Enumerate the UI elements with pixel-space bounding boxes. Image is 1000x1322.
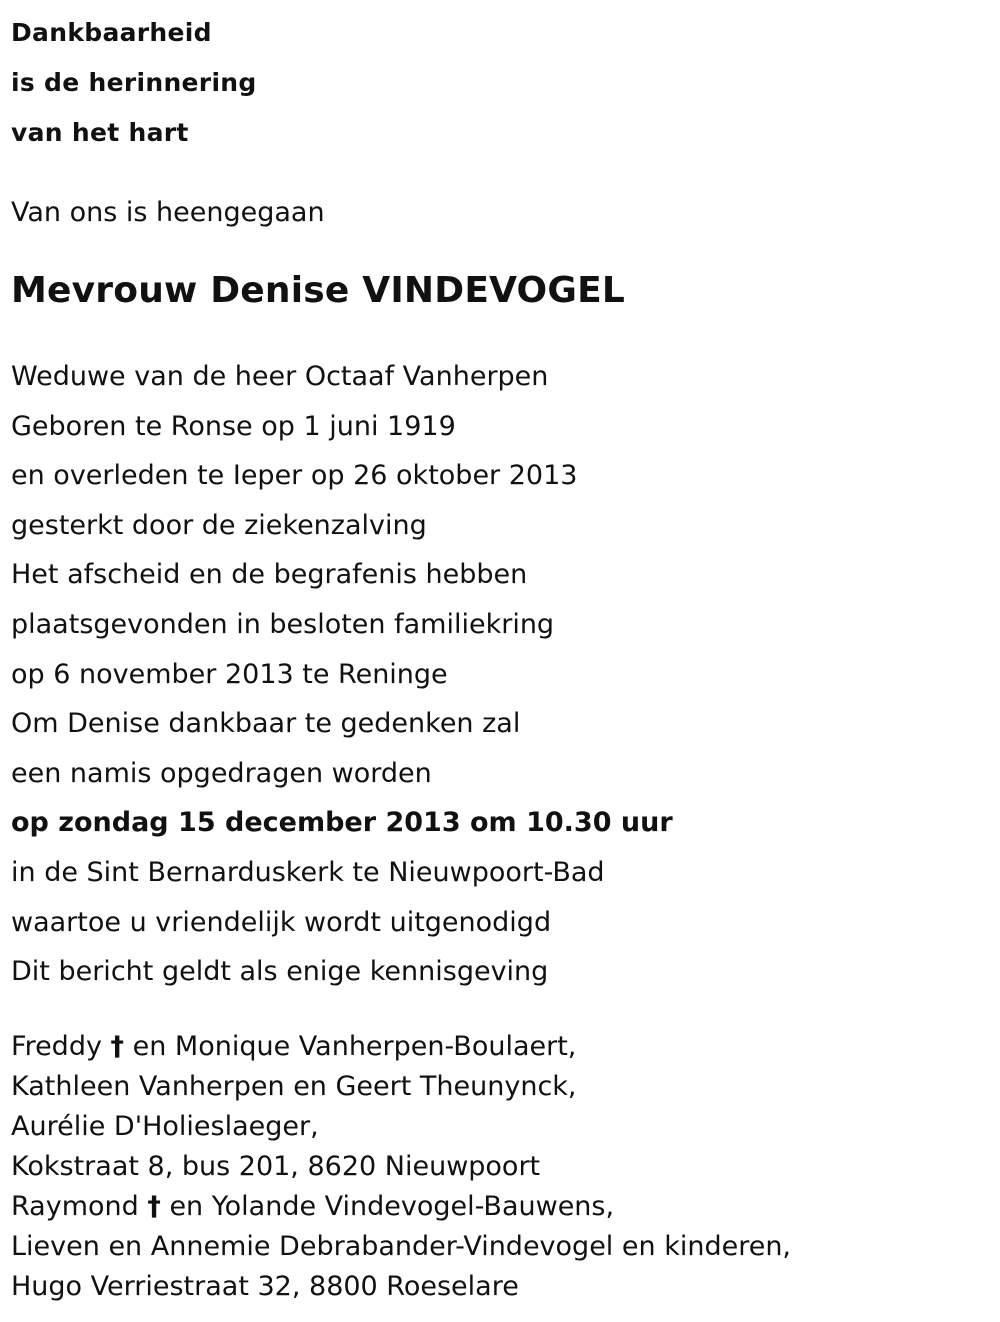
- detail-line: en overleden te Ieper op 26 oktober 2013: [11, 460, 578, 492]
- detail-line: waartoe u vriendelijk wordt uitgenodigd: [11, 906, 552, 938]
- family-address: Kokstraat 8, bus 201, 8620 Nieuwpoort: [11, 1150, 541, 1182]
- cross-icon: †: [147, 1190, 161, 1222]
- cross-icon: †: [110, 1030, 125, 1062]
- family-address: Hugo Verriestraat 32, 8800 Roeselare: [11, 1270, 519, 1302]
- family-text: Raymond: [11, 1190, 148, 1222]
- motto-line: van het hart: [11, 118, 189, 147]
- family-line: Kathleen Vanherpen en Geert Theunynck,: [11, 1070, 577, 1102]
- detail-line: in de Sint Bernarduskerk te Nieuwpoort-Bad: [11, 856, 605, 888]
- detail-line: Dit bericht geldt als enige kennisgeving: [11, 956, 549, 988]
- detail-line: Geboren te Ronse op 1 juni 1919: [11, 410, 456, 442]
- details-block: [11, 352, 991, 997]
- motto-line: is de herinnering: [11, 68, 257, 97]
- detail-line: plaatsgevonden in besloten familiekring: [11, 608, 555, 640]
- detail-line: Weduwe van de heer Octaaf Vanherpen: [11, 361, 549, 392]
- intro-text: Van ons is heengegaan: [11, 197, 325, 228]
- detail-line: op 6 november 2013 te Reninge: [11, 658, 448, 690]
- obituary-notice: [11, 0, 991, 1307]
- detail-line: Het afscheid en de begrafenis hebben: [11, 559, 528, 591]
- family-line: [11, 1027, 991, 1067]
- family-text: Freddy: [11, 1030, 111, 1062]
- family-block: [11, 1027, 991, 1307]
- detail-line: Om Denise dankbaar te gedenken zal: [11, 708, 521, 740]
- mass-date-line: op zondag 15 december 2013 om 10.30 uur: [11, 807, 673, 839]
- detail-line: een namis opgedragen worden: [11, 757, 432, 789]
- motto-line: Dankbaarheid: [11, 18, 212, 47]
- deceased-name: Mevrouw Denise VINDEVOGEL: [11, 270, 626, 311]
- family-text: en Yolande Vindevogel-Bauwens,: [160, 1190, 615, 1222]
- family-line: [11, 1187, 991, 1227]
- family-line: Aurélie D'Holieslaeger,: [11, 1110, 319, 1142]
- family-line: Lieven en Annemie Debrabander-Vindevogel en kinderen,: [11, 1230, 792, 1262]
- family-text: en Monique Vanherpen-Boulaert,: [124, 1030, 577, 1062]
- detail-line: gesterkt door de ziekenzalving: [11, 509, 427, 541]
- motto: [11, 0, 991, 158]
